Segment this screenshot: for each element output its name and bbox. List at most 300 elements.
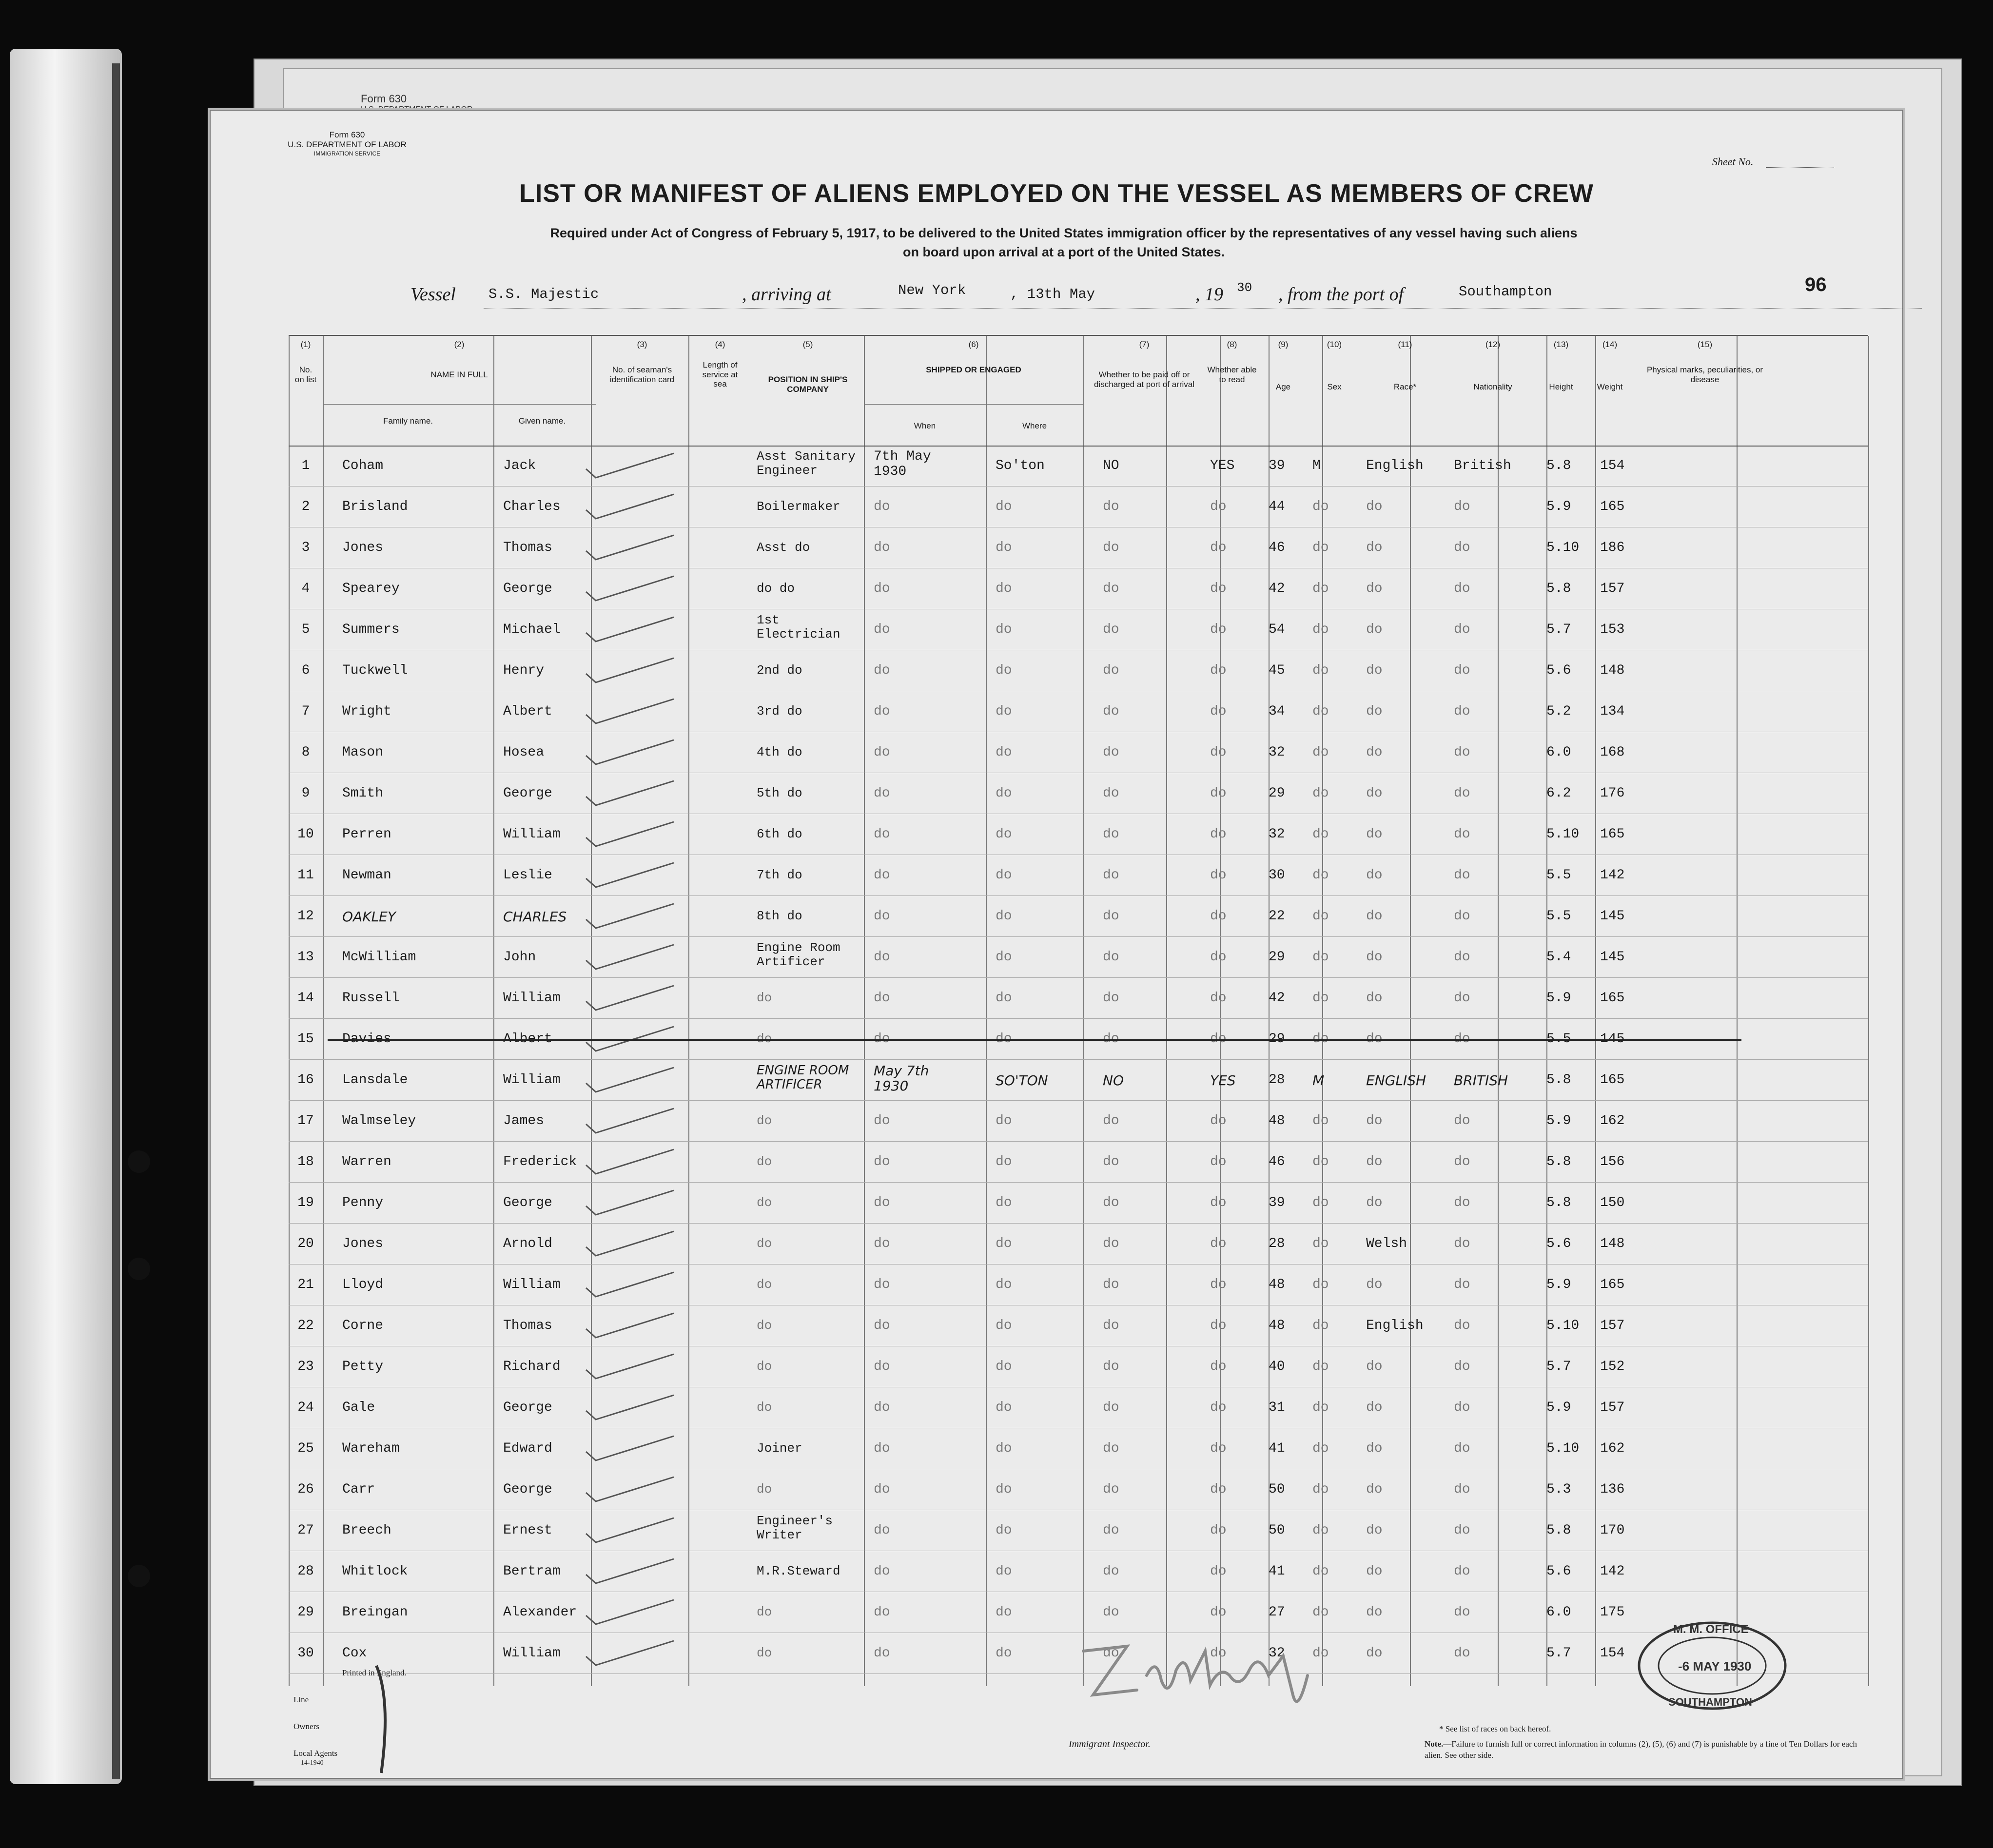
cell-height: 5.7 — [1546, 622, 1571, 637]
cell-race: do — [1366, 827, 1383, 842]
table-row — [289, 1101, 1868, 1142]
cell-position: ENGINE ROOM ARTIFICER — [757, 1063, 849, 1092]
cell-position: do — [757, 1482, 772, 1497]
cell-given: Charles — [503, 499, 561, 514]
cell-given: Arnold — [503, 1236, 552, 1251]
cell-where: do — [996, 868, 1012, 883]
cell-nat: do — [1454, 1646, 1470, 1661]
cell-height: 6.2 — [1546, 786, 1571, 801]
table-row — [289, 1183, 1868, 1224]
subtitle-line-2: on board upon arrival at a port of the United States. — [902, 245, 1225, 260]
cell-nat: do — [1454, 950, 1470, 965]
cell-height: 5.8 — [1546, 458, 1571, 473]
cell-given: William — [503, 827, 561, 842]
cell-family: Smith — [342, 786, 384, 801]
cell-nat: do — [1454, 622, 1470, 637]
cell-sex: do — [1312, 1605, 1329, 1620]
col1-num: (1) — [300, 340, 311, 349]
cell-nat: do — [1454, 1564, 1470, 1579]
cell-no: 22 — [297, 1318, 314, 1333]
table-row — [289, 1346, 1868, 1387]
cell-weight: 175 — [1600, 1605, 1625, 1620]
cell-height: 5.4 — [1546, 950, 1571, 965]
cell-age: 29 — [1269, 1031, 1285, 1047]
cell-no: 28 — [297, 1564, 314, 1579]
cell-when: do — [874, 786, 890, 801]
table-row — [289, 691, 1868, 732]
cell-age: 32 — [1269, 1646, 1285, 1661]
cell-paid: do — [1103, 1113, 1119, 1128]
cell-family: Spearey — [342, 581, 400, 596]
cell-nat: do — [1454, 745, 1470, 760]
cell-position: Engine Room Artificer — [757, 940, 840, 969]
cell-race: do — [1366, 1113, 1383, 1128]
cell-age: 31 — [1269, 1400, 1285, 1415]
cell-family: OAKLEY — [342, 909, 396, 925]
cell-when: do — [874, 1318, 890, 1333]
col9-num: (9) — [1278, 340, 1289, 349]
cell-family: Whitlock — [342, 1564, 408, 1579]
cell-family: Newman — [342, 868, 391, 883]
cell-no: 20 — [297, 1236, 314, 1251]
cell-family: Jones — [342, 1236, 384, 1251]
check-mark — [581, 982, 679, 1016]
cell-read: do — [1210, 786, 1227, 801]
department: U.S. DEPARTMENT OF LABOR — [288, 140, 407, 150]
cell-age: 29 — [1269, 950, 1285, 965]
cell-age: 46 — [1269, 540, 1285, 555]
races-note: * See list of races on back hereof. — [1439, 1724, 1551, 1733]
table-row — [289, 1224, 1868, 1264]
cell-race: do — [1366, 540, 1383, 555]
cell-race: do — [1366, 868, 1383, 883]
col13-num: (13) — [1553, 340, 1569, 349]
col6-num: (6) — [968, 340, 979, 349]
cell-height: 5.8 — [1546, 1523, 1571, 1538]
cell-height: 5.8 — [1546, 1072, 1571, 1088]
cell-no: 26 — [297, 1482, 314, 1497]
cell-family: Wright — [342, 704, 391, 719]
form-subtitle — [415, 224, 1712, 262]
cell-family: McWilliam — [342, 950, 416, 965]
cell-read: YES — [1210, 458, 1235, 473]
stamp-top-text: M. M. OFFICE — [1673, 1623, 1749, 1636]
printed-in: Printed in England. — [342, 1668, 407, 1677]
cell-age: 50 — [1269, 1482, 1285, 1497]
cell-age: 42 — [1269, 581, 1285, 596]
table-body — [289, 446, 1868, 1686]
from-port-label: , from the port of — [1278, 284, 1404, 305]
cell-where: do — [996, 827, 1012, 842]
cell-height: 5.9 — [1546, 991, 1571, 1006]
owners-label: Owners — [293, 1722, 319, 1731]
cell-nat: do — [1454, 786, 1470, 801]
cell-no: 19 — [297, 1195, 314, 1210]
cell-position: M.R.Steward — [757, 1564, 840, 1578]
form-code: 14-1940 — [301, 1759, 324, 1767]
check-mark — [581, 449, 679, 484]
cell-race: do — [1366, 704, 1383, 719]
cell-age: 48 — [1269, 1277, 1285, 1292]
check-mark — [581, 1105, 679, 1139]
cell-race: do — [1366, 1441, 1383, 1456]
vessel-name: S.S. Majestic — [488, 286, 599, 302]
cell-paid: do — [1103, 581, 1119, 596]
col8-num: (8) — [1227, 340, 1237, 349]
cell-given: Alexander — [503, 1605, 577, 1620]
cell-when: do — [874, 868, 890, 883]
cell-where: do — [996, 1523, 1012, 1538]
cell-sex: do — [1312, 1441, 1329, 1456]
col6-header: SHIPPED OR ENGAGED — [926, 365, 1021, 374]
cell-position: 3rd do — [757, 704, 802, 719]
table-row — [289, 814, 1868, 855]
pen-mark — [357, 1661, 396, 1778]
page-number: 96 — [1805, 274, 1827, 295]
cell-where: do — [996, 1564, 1012, 1579]
penalty-note — [1425, 1739, 1863, 1761]
subheader-line-name — [323, 404, 596, 405]
col-divider — [1868, 336, 1869, 1686]
cell-height: 5.10 — [1546, 827, 1580, 842]
cell-sex: do — [1312, 1277, 1329, 1292]
check-mark — [581, 613, 679, 647]
table-row — [289, 609, 1868, 650]
cell-age: 44 — [1269, 499, 1285, 514]
cell-weight: 165 — [1600, 991, 1625, 1006]
cell-when: do — [874, 499, 890, 514]
cell-sex: do — [1312, 581, 1329, 596]
cell-paid: do — [1103, 1031, 1119, 1047]
cell-race: do — [1366, 622, 1383, 637]
cell-when: do — [874, 1195, 890, 1210]
col5-num: (5) — [802, 340, 813, 349]
cell-read: do — [1210, 1605, 1227, 1620]
cell-paid: do — [1103, 1605, 1119, 1620]
cell-sex: do — [1312, 827, 1329, 842]
cell-sex: do — [1312, 499, 1329, 514]
table-row — [289, 1060, 1868, 1101]
cell-height: 5.10 — [1546, 1441, 1580, 1456]
cell-no: 29 — [297, 1605, 314, 1620]
col2a-header: Family name. — [383, 416, 433, 426]
cell-given: Frederick — [503, 1154, 577, 1169]
cell-when: do — [874, 540, 890, 555]
cell-height: 5.9 — [1546, 1400, 1571, 1415]
cell-read: do — [1210, 704, 1227, 719]
cell-paid: NO — [1103, 458, 1119, 473]
cell-paid: do — [1103, 1523, 1119, 1538]
cell-nat: do — [1454, 704, 1470, 719]
cell-position: Asst Sanitary Engineer — [757, 449, 856, 478]
check-mark — [581, 941, 679, 975]
cell-sex: do — [1312, 1031, 1329, 1047]
cell-age: 40 — [1269, 1359, 1285, 1374]
cell-height: 5.8 — [1546, 1154, 1571, 1169]
cell-no: 23 — [297, 1359, 314, 1374]
cell-sex: do — [1312, 1236, 1329, 1251]
cell-race: English — [1366, 458, 1424, 473]
cell-weight: 142 — [1600, 868, 1625, 883]
cell-weight: 136 — [1600, 1482, 1625, 1497]
cell-no: 17 — [297, 1113, 314, 1128]
cell-where: SO'TON — [996, 1072, 1048, 1089]
cell-nat: do — [1454, 1236, 1470, 1251]
subheader-line-engaged — [864, 404, 1083, 405]
punch-hole — [128, 1565, 150, 1587]
cell-read: do — [1210, 1277, 1227, 1292]
check-mark — [581, 1064, 679, 1098]
cell-given: William — [503, 1646, 561, 1661]
cell-where: do — [996, 1359, 1012, 1374]
cell-where: do — [996, 581, 1012, 596]
cell-given: James — [503, 1113, 545, 1128]
check-mark — [581, 1146, 679, 1180]
cell-paid: do — [1103, 991, 1119, 1006]
cell-race: do — [1366, 499, 1383, 514]
cell-weight: 162 — [1600, 1441, 1625, 1456]
cell-given: William — [503, 991, 561, 1006]
cell-family: Perren — [342, 827, 391, 842]
cell-when: do — [874, 827, 890, 842]
cell-age: 41 — [1269, 1564, 1285, 1579]
check-mark — [581, 1432, 679, 1466]
cell-nat: do — [1454, 499, 1470, 514]
cell-no: 27 — [297, 1523, 314, 1538]
cell-paid: do — [1103, 1564, 1119, 1579]
col13-header: Height — [1549, 382, 1573, 391]
col5-header: POSITION IN SHIP'S COMPANY — [768, 375, 848, 394]
line-label: Line — [293, 1695, 309, 1704]
cell-paid: do — [1103, 499, 1119, 514]
cell-sex: do — [1312, 1318, 1329, 1333]
cell-when: do — [874, 1359, 890, 1374]
cell-age: 48 — [1269, 1318, 1285, 1333]
cell-paid: do — [1103, 1154, 1119, 1169]
cell-when: do — [874, 1564, 890, 1579]
cell-where: do — [996, 1277, 1012, 1292]
cell-race: do — [1366, 581, 1383, 596]
cell-where: do — [996, 1236, 1012, 1251]
cell-read: do — [1210, 1113, 1227, 1128]
col12-header: Nationality — [1473, 382, 1512, 391]
cell-position: Asst do — [757, 540, 810, 555]
col11-header: Race* — [1393, 382, 1417, 391]
cell-height: 5.5 — [1546, 868, 1571, 883]
cell-height: 5.10 — [1546, 1318, 1580, 1333]
cell-when: do — [874, 991, 890, 1006]
cell-sex: do — [1312, 1482, 1329, 1497]
cell-age: 39 — [1269, 458, 1285, 473]
service: IMMIGRATION SERVICE — [313, 150, 381, 157]
cell-position: do — [757, 1277, 772, 1292]
cell-when: do — [874, 663, 890, 678]
cell-no: 9 — [301, 786, 310, 801]
table-row — [289, 1387, 1868, 1428]
cell-height: 6.0 — [1546, 745, 1571, 760]
col6a-header: When — [914, 421, 936, 430]
cell-weight: 176 — [1600, 786, 1625, 801]
cell-where: do — [996, 663, 1012, 678]
stamp-bottom-text: SOUTHAMPTON — [1668, 1696, 1752, 1708]
cell-race: do — [1366, 1564, 1383, 1579]
check-mark — [581, 531, 679, 565]
cell-weight: 162 — [1600, 1113, 1625, 1128]
cell-where: do — [996, 745, 1012, 760]
check-mark — [581, 1268, 679, 1303]
cell-when: do — [874, 1277, 890, 1292]
cell-nat: do — [1454, 540, 1470, 555]
cell-weight: 154 — [1600, 458, 1625, 473]
cell-no: 16 — [297, 1072, 314, 1088]
table-row — [289, 937, 1868, 978]
vessel-underline — [484, 308, 1922, 309]
cell-given: Edward — [503, 1441, 552, 1456]
table-row — [289, 1428, 1868, 1469]
check-mark — [581, 1187, 679, 1221]
cell-sex: do — [1312, 909, 1329, 924]
cell-race: Welsh — [1366, 1236, 1407, 1251]
table-row — [289, 568, 1868, 609]
cell-sex: do — [1312, 704, 1329, 719]
cell-family: Carr — [342, 1482, 375, 1497]
cell-paid: do — [1103, 1441, 1119, 1456]
cell-given: Henry — [503, 663, 545, 678]
table-row — [289, 1142, 1868, 1183]
table-row — [289, 1264, 1868, 1305]
cell-weight: 148 — [1600, 663, 1625, 678]
cell-age: 50 — [1269, 1523, 1285, 1538]
cell-given: George — [503, 581, 552, 596]
cell-height: 5.9 — [1546, 1113, 1571, 1128]
cell-height: 5.5 — [1546, 909, 1571, 924]
cell-where: do — [996, 991, 1012, 1006]
col14-header: Weight — [1597, 382, 1623, 391]
cell-family: Breingan — [342, 1605, 408, 1620]
cell-weight: 142 — [1600, 1564, 1625, 1579]
cell-paid: do — [1103, 745, 1119, 760]
cell-position: do — [757, 1646, 772, 1660]
cell-when: do — [874, 1441, 890, 1456]
cell-family: Wareham — [342, 1441, 400, 1456]
cell-when: do — [874, 581, 890, 596]
check-mark — [581, 777, 679, 811]
table-row — [289, 732, 1868, 773]
cell-family: Lansdale — [342, 1072, 408, 1088]
cell-family: Corne — [342, 1318, 384, 1333]
cell-nat: do — [1454, 1277, 1470, 1292]
cell-given: George — [503, 1195, 552, 1210]
table-row — [289, 527, 1868, 568]
cell-height: 5.2 — [1546, 704, 1571, 719]
cell-position: do — [757, 1031, 772, 1046]
cell-sex: do — [1312, 1195, 1329, 1210]
cell-read: do — [1210, 1441, 1227, 1456]
cell-read: do — [1210, 581, 1227, 596]
cell-weight: 157 — [1600, 1318, 1625, 1333]
cell-nat: do — [1454, 1605, 1470, 1620]
cell-no: 15 — [297, 1031, 314, 1047]
table-row — [289, 446, 1868, 486]
cell-paid: do — [1103, 868, 1119, 883]
cell-nat: do — [1454, 991, 1470, 1006]
cell-weight: 154 — [1600, 1646, 1625, 1661]
cell-weight: 148 — [1600, 1236, 1625, 1251]
cell-read: do — [1210, 1523, 1227, 1538]
cell-weight: 170 — [1600, 1523, 1625, 1538]
col2b-header: Given name. — [518, 416, 566, 426]
table-row — [289, 1469, 1868, 1510]
strike-line — [328, 1039, 1741, 1041]
cell-height: 5.7 — [1546, 1646, 1571, 1661]
cell-nat: do — [1454, 1441, 1470, 1456]
cell-given: John — [503, 950, 536, 965]
cell-weight: 157 — [1600, 581, 1625, 596]
stamp-date: -6 MAY 1930 — [1678, 1659, 1752, 1673]
table-row — [289, 1551, 1868, 1592]
cell-given: Albert — [503, 704, 552, 719]
cell-age: 22 — [1269, 909, 1285, 924]
binder-edge — [112, 63, 120, 1779]
cell-nat: BRITISH — [1454, 1072, 1508, 1089]
cell-position: 8th do — [757, 909, 802, 923]
punch-hole — [128, 1258, 150, 1280]
cell-sex: do — [1312, 786, 1329, 801]
vessel-label: Vessel — [410, 284, 456, 305]
cell-age: 46 — [1269, 1154, 1285, 1169]
table-row — [289, 1510, 1868, 1551]
cell-where: do — [996, 786, 1012, 801]
sheet-no-label: Sheet No. — [1712, 156, 1754, 168]
cell-family: Russell — [342, 991, 400, 1006]
cell-family: Cox — [342, 1646, 367, 1661]
cell-read: do — [1210, 663, 1227, 678]
cell-family: Walmseley — [342, 1113, 416, 1128]
check-mark — [581, 695, 679, 729]
cell-race: do — [1366, 1154, 1383, 1169]
cell-nat: do — [1454, 1359, 1470, 1374]
check-mark — [581, 572, 679, 606]
cell-nat: do — [1454, 827, 1470, 842]
cell-race: do — [1366, 1646, 1383, 1661]
cell-weight: 165 — [1600, 499, 1625, 514]
cell-when: 7th May 1930 — [874, 449, 931, 479]
cell-sex: do — [1312, 868, 1329, 883]
cell-family: Summers — [342, 622, 400, 637]
cell-read: do — [1210, 868, 1227, 883]
year-label: , 19 — [1195, 284, 1223, 305]
cell-sex: do — [1312, 1646, 1329, 1661]
cell-family: Breech — [342, 1523, 391, 1538]
cell-sex: do — [1312, 745, 1329, 760]
cell-no: 21 — [297, 1277, 314, 1292]
cell-race: do — [1366, 745, 1383, 760]
cell-position: do — [757, 1359, 772, 1374]
cell-nat: do — [1454, 909, 1470, 924]
cell-nat: do — [1454, 1031, 1470, 1047]
cell-read: do — [1210, 745, 1227, 760]
col3-header: No. of seaman's identification card — [609, 365, 675, 384]
check-mark — [581, 1555, 679, 1589]
cell-when: do — [874, 745, 890, 760]
cell-position: do — [757, 1195, 772, 1210]
cell-paid: do — [1103, 663, 1119, 678]
col9-header: Age — [1275, 382, 1291, 391]
cell-paid: do — [1103, 704, 1119, 719]
cell-given: Albert — [503, 1031, 552, 1047]
table-row — [289, 896, 1868, 937]
cell-sex: do — [1312, 950, 1329, 965]
